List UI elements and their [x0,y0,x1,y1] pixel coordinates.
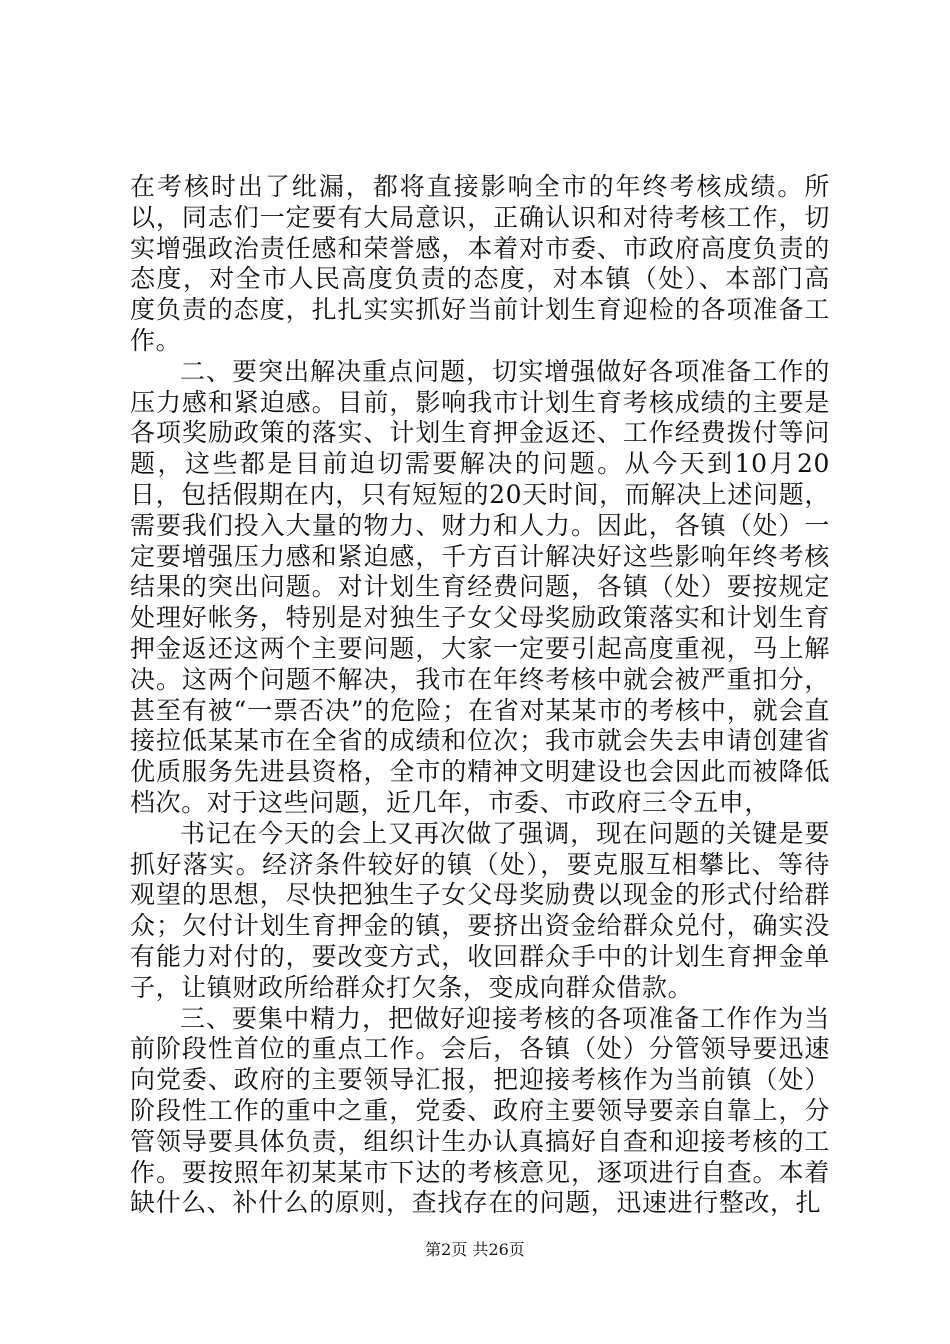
paragraph-2: 二、要突出解决重点问题，切实增强做好各项准备工作的压力感和紧迫感。目前，影响我市计划生育考核成绩的主要是各项奖励政策的落实、计划生育押金返还、工作经费拨付等问题，这些都是目前迫切需要解决的问题。从今天到10月20日，包括假期在内，只有短短的20天时间，而解决上述问题，需要我们投入大量的物力、财力和人力。因此，各镇（处）一定要增强压力感和紧迫感，千方百计解决好这些影响年终考核结果的突出问题。对计划生育经费问题，各镇（处）要按规定处理好帐务，特别是对独生子女父母奖励政策落实和计划生育押金返还这两个主要问题，大家一定要引起高度重视，马上解决。这两个问题不解决，我市在年终考核中就会被严重扣分，甚至有被“一票否决”的危险；在省对某某市的考核中，就会直接拉低某某市在全省的成绩和位次；我市就会失去申请创建省优质服务先进县资格，全市的精神文明建设也会因此而被降低档次。对于这些问题，近几年，市委、市政府三令五申， [130,356,830,817]
page-number-footer: 第2页 共26页 [425,1240,525,1259]
paragraph-4: 三、要集中精力，把做好迎接考核的各项准备工作作为当前阶段性首位的重点工作。会后，各镇（处）分管领导要迅速向党委、政府的主要领导汇报，把迎接考核作为当前镇（处）阶段性工作的重中之重，党委、政府主要领导要亲自靠上，分管领导要具体负责，组织计生办认真搞好自查和迎接考核的工作。要按照年初某某市下达的考核意见，逐项进行自查。本着缺什么、补什么的原则，查找存在的问题，迅速进行整改，扎 [130,1003,830,1218]
paragraph-3: 书记在今天的会上又再次做了强调，现在问题的关键是要抓好落实。经济条件较好的镇（处），要克服互相攀比、等待观望的思想，尽快把独生子女父母奖励费以现金的形式付给群众；欠付计划生育押金的镇，要挤出资金给群众兑付，确实没有能力对付的，要改变方式，收回群众手中的计划生育押金单子，让镇财政所给群众打欠条，变成向群众借款。 [130,818,830,1002]
document-body [130,172,830,1219]
paragraph-1: 在考核时出了纰漏，都将直接影响全市的年终考核成绩。所以，同志们一定要有大局意识，正确认识和对待考核工作，切实增强政治责任感和荣誉感，本着对市委、市政府高度负责的态度，对全市人民高度负责的态度，对本镇（处）、本部门高度负责的态度，扎扎实实抓好当前计划生育迎检的各项准备工作。 [130,172,830,355]
